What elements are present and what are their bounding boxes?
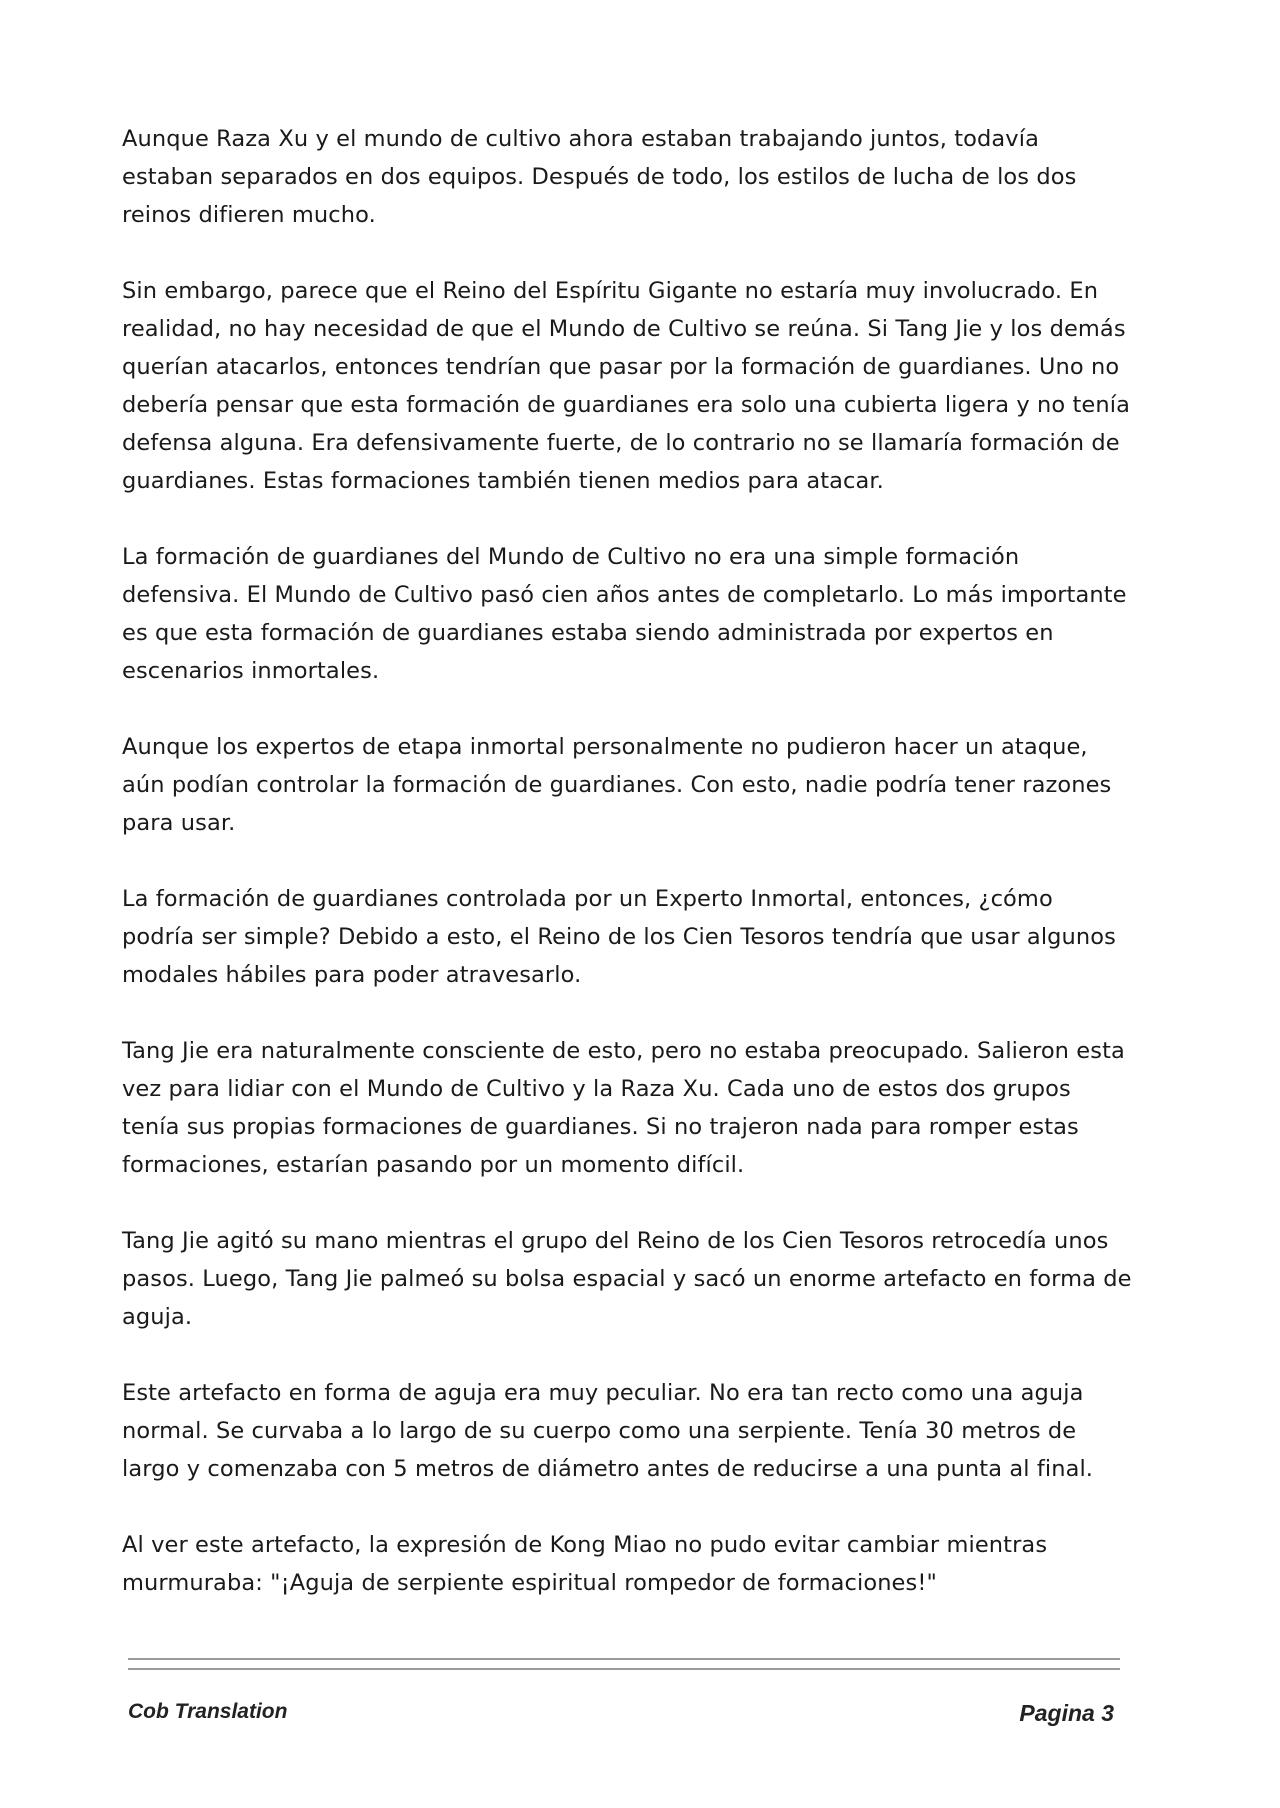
paragraph: Sin embargo, parece que el Reino del Espíritu Gigante no estaría muy involucrado. En realidad, no hay necesidad de que el Mundo de Cultivo se reúna. Si Tang Jie y los demás querían atacarlos, entonces tendrían que pasar por la formación de guardianes. Uno no debería pensar que esta formación de guardianes era solo una cubierta ligera y no tenía defensa alguna. Era defensivamente fuerte, de lo contrario no se llamaría formación de guardianes. Estas formaciones también tienen medios para atacar.	[122, 278, 1130, 494]
document-body	[122, 120, 1132, 1640]
footer-page-number: Pagina 3	[1019, 1700, 1114, 1726]
footer-divider-top	[128, 1658, 1120, 1660]
footer-divider-bottom	[128, 1668, 1120, 1670]
paragraph: Tang Jie era naturalmente consciente de esto, pero no estaba preocupado. Salieron esta vez para lidiar con el Mundo de Cultivo y la Raza Xu. Cada uno de estos dos grupos tenía sus propias formaciones de guardianes. Si no trajeron nada para romper estas formaciones, estarían pasando por un momento difícil.	[122, 1038, 1125, 1178]
footer-translator-credit: Cob Translation	[128, 1700, 288, 1723]
paragraph: Aunque Raza Xu y el mundo de cultivo ahora estaban trabajando juntos, todavía estaban separados en dos equipos. Después de todo, los estilos de lucha de los dos reinos difieren mucho.	[122, 126, 1077, 228]
paragraph: La formación de guardianes del Mundo de Cultivo no era una simple formación defensiva. El Mundo de Cultivo pasó cien años antes de completarlo. Lo más importante es que esta formación de guardianes estaba siendo administrada por expertos en escenarios inmortales.	[122, 544, 1127, 684]
paragraph: Al ver este artefacto, la expresión de Kong Miao no pudo evitar cambiar mientras murmuraba: "¡Aguja de serpiente espiritual rompedor de formaciones!"	[122, 1532, 1048, 1596]
paragraph: Tang Jie agitó su mano mientras el grupo del Reino de los Cien Tesoros retrocedía unos pasos. Luego, Tang Jie palmeó su bolsa espacial y sacó un enorme artefacto en forma de aguja.	[122, 1228, 1132, 1330]
paragraph: Aunque los expertos de etapa inmortal personalmente no pudieron hacer un ataque, aún podían controlar la formación de guardianes. Con esto, nadie podría tener razones para usar.	[122, 734, 1112, 836]
paragraph: Este artefacto en forma de aguja era muy peculiar. No era tan recto como una aguja normal. Se curvaba a lo largo de su cuerpo como una serpiente. Tenía 30 metros de largo y comenzaba con 5 metros de diámetro antes de reducirse a una punta al final.	[122, 1380, 1094, 1482]
paragraph: La formación de guardianes controlada por un Experto Inmortal, entonces, ¿cómo podría ser simple? Debido a esto, el Reino de los Cien Tesoros tendría que usar algunos modales hábiles para poder atravesarlo.	[122, 886, 1116, 988]
